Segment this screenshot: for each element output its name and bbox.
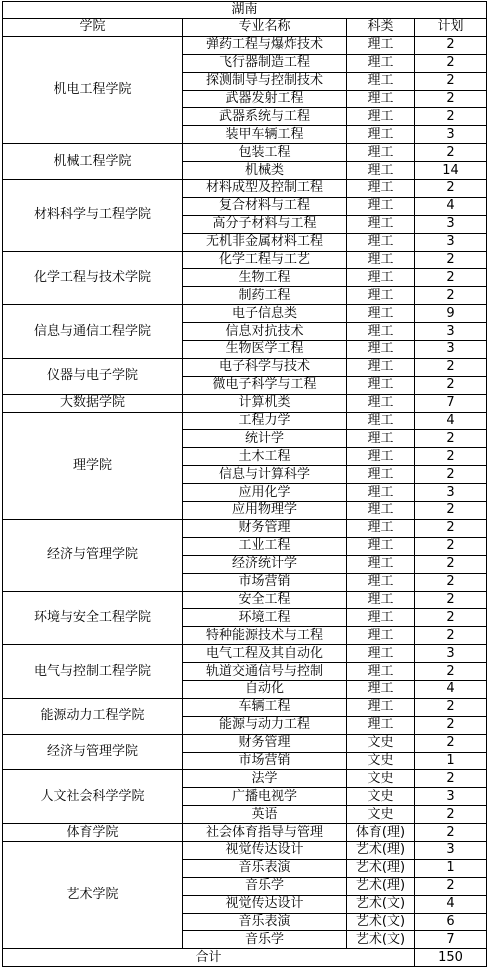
major-cell: 轨道交通信号与控制	[183, 663, 347, 681]
category-cell: 艺术(文)	[347, 913, 415, 931]
plan-cell: 2	[415, 448, 487, 466]
plan-cell: 2	[415, 609, 487, 627]
plan-cell: 2	[415, 716, 487, 734]
table-row	[3, 770, 487, 788]
table-row	[3, 519, 487, 537]
table-foot	[3, 949, 487, 967]
major-cell: 化学工程与工艺	[183, 251, 347, 269]
major-cell: 武器系统与工程	[183, 108, 347, 126]
major-cell: 工程力学	[183, 412, 347, 430]
table-row	[3, 841, 487, 859]
category-cell: 理工	[347, 269, 415, 287]
major-cell: 高分子材料与工程	[183, 215, 347, 233]
header-row	[3, 19, 487, 37]
category-cell: 理工	[347, 233, 415, 251]
plan-cell: 2	[415, 698, 487, 716]
category-cell: 理工	[347, 197, 415, 215]
plan-cell: 2	[415, 287, 487, 305]
plan-cell: 3	[415, 484, 487, 502]
category-cell: 艺术(理)	[347, 841, 415, 859]
category-cell: 理工	[347, 448, 415, 466]
college-cell: 人文社会科学学院	[3, 770, 183, 824]
major-cell: 机械类	[183, 162, 347, 180]
category-cell: 理工	[347, 287, 415, 305]
major-cell: 法学	[183, 770, 347, 788]
category-cell: 理工	[347, 341, 415, 359]
major-cell: 复合材料与工程	[183, 197, 347, 215]
major-cell: 飞行器制造工程	[183, 54, 347, 72]
major-cell: 视觉传达设计	[183, 841, 347, 859]
total-label: 合计	[3, 949, 415, 967]
major-cell: 英语	[183, 806, 347, 824]
plan-cell: 2	[415, 573, 487, 591]
header-plan: 计划	[415, 19, 487, 37]
college-cell: 信息与通信工程学院	[3, 305, 183, 359]
major-cell: 特种能源技术与工程	[183, 627, 347, 645]
category-cell: 艺术(文)	[347, 931, 415, 949]
college-cell: 大数据学院	[3, 394, 183, 412]
category-cell: 文史	[347, 734, 415, 752]
plan-cell: 4	[415, 197, 487, 215]
plan-cell: 2	[415, 180, 487, 198]
plan-cell: 3	[415, 841, 487, 859]
category-cell: 理工	[347, 412, 415, 430]
category-cell: 理工	[347, 645, 415, 663]
category-cell: 理工	[347, 54, 415, 72]
table-row	[3, 824, 487, 842]
major-cell: 市场营销	[183, 752, 347, 770]
plan-cell: 2	[415, 877, 487, 895]
category-cell: 理工	[347, 108, 415, 126]
major-cell: 车辆工程	[183, 698, 347, 716]
plan-cell: 7	[415, 931, 487, 949]
college-cell: 经济与管理学院	[3, 734, 183, 770]
college-cell: 经济与管理学院	[3, 519, 183, 591]
category-cell: 理工	[347, 394, 415, 412]
plan-cell: 2	[415, 54, 487, 72]
table-row	[3, 734, 487, 752]
major-cell: 音乐学	[183, 877, 347, 895]
category-cell: 理工	[347, 502, 415, 520]
plan-cell: 2	[415, 36, 487, 54]
category-cell: 理工	[347, 609, 415, 627]
category-cell: 理工	[347, 90, 415, 108]
table-body	[3, 36, 487, 948]
table-row	[3, 412, 487, 430]
category-cell: 理工	[347, 144, 415, 162]
plan-cell: 2	[415, 502, 487, 520]
category-cell: 理工	[347, 162, 415, 180]
category-cell: 理工	[347, 591, 415, 609]
plan-cell: 2	[415, 251, 487, 269]
major-cell: 能源与动力工程	[183, 716, 347, 734]
header-major: 专业名称	[183, 19, 347, 37]
major-cell: 财务管理	[183, 734, 347, 752]
major-cell: 武器发射工程	[183, 90, 347, 108]
plan-cell: 2	[415, 734, 487, 752]
plan-cell: 2	[415, 824, 487, 842]
category-cell: 理工	[347, 519, 415, 537]
major-cell: 统计学	[183, 430, 347, 448]
plan-cell: 3	[415, 645, 487, 663]
plan-cell: 4	[415, 895, 487, 913]
category-cell: 理工	[347, 680, 415, 698]
category-cell: 理工	[347, 698, 415, 716]
plan-cell: 2	[415, 519, 487, 537]
region-title: 湖南	[3, 2, 487, 19]
major-cell: 社会体育指导与管理	[183, 824, 347, 842]
plan-cell: 2	[415, 108, 487, 126]
category-cell: 理工	[347, 358, 415, 376]
plan-cell: 3	[415, 215, 487, 233]
plan-cell: 7	[415, 394, 487, 412]
major-cell: 土木工程	[183, 448, 347, 466]
table-head	[3, 2, 487, 37]
plan-cell: 4	[415, 412, 487, 430]
plan-cell: 2	[415, 72, 487, 90]
category-cell: 艺术(文)	[347, 895, 415, 913]
category-cell: 理工	[347, 251, 415, 269]
plan-cell: 2	[415, 144, 487, 162]
category-cell: 理工	[347, 537, 415, 555]
major-cell: 广播电视学	[183, 788, 347, 806]
major-cell: 电子信息类	[183, 305, 347, 323]
college-cell: 体育学院	[3, 824, 183, 842]
category-cell: 艺术(理)	[347, 859, 415, 877]
major-cell: 音乐学	[183, 931, 347, 949]
major-cell: 工业工程	[183, 537, 347, 555]
plan-cell: 2	[415, 358, 487, 376]
category-cell: 艺术(理)	[347, 877, 415, 895]
plan-cell: 2	[415, 555, 487, 573]
major-cell: 安全工程	[183, 591, 347, 609]
plan-table-wrapper	[2, 1, 487, 967]
major-cell: 财务管理	[183, 519, 347, 537]
category-cell: 理工	[347, 126, 415, 144]
category-cell: 理工	[347, 663, 415, 681]
college-cell: 化学工程与技术学院	[3, 251, 183, 305]
major-cell: 包装工程	[183, 144, 347, 162]
category-cell: 理工	[347, 36, 415, 54]
plan-cell: 2	[415, 376, 487, 394]
plan-cell: 3	[415, 323, 487, 341]
category-cell: 理工	[347, 484, 415, 502]
major-cell: 无机非金属材料工程	[183, 233, 347, 251]
table-row	[3, 144, 487, 162]
table-row	[3, 645, 487, 663]
plan-cell: 2	[415, 627, 487, 645]
major-cell: 视觉传达设计	[183, 895, 347, 913]
category-cell: 理工	[347, 72, 415, 90]
plan-cell: 2	[415, 806, 487, 824]
plan-cell: 6	[415, 913, 487, 931]
category-cell: 理工	[347, 305, 415, 323]
plan-cell: 2	[415, 663, 487, 681]
table-row	[3, 36, 487, 54]
plan-cell: 2	[415, 269, 487, 287]
plan-cell: 14	[415, 162, 487, 180]
plan-cell: 1	[415, 859, 487, 877]
major-cell: 音乐表演	[183, 859, 347, 877]
category-cell: 理工	[347, 716, 415, 734]
category-cell: 文史	[347, 752, 415, 770]
college-cell: 仪器与电子学院	[3, 358, 183, 394]
college-cell: 能源动力工程学院	[3, 698, 183, 734]
plan-cell: 3	[415, 788, 487, 806]
major-cell: 信息对抗技术	[183, 323, 347, 341]
category-cell: 文史	[347, 788, 415, 806]
major-cell: 材料成型及控制工程	[183, 180, 347, 198]
plan-cell: 2	[415, 537, 487, 555]
plan-cell: 1	[415, 752, 487, 770]
major-cell: 应用物理学	[183, 502, 347, 520]
category-cell: 体育(理)	[347, 824, 415, 842]
major-cell: 微电子科学与工程	[183, 376, 347, 394]
admission-plan-table	[2, 1, 487, 967]
major-cell: 制药工程	[183, 287, 347, 305]
header-college: 学院	[3, 19, 183, 37]
table-row	[3, 305, 487, 323]
category-cell: 文史	[347, 806, 415, 824]
category-cell: 理工	[347, 627, 415, 645]
plan-cell: 4	[415, 680, 487, 698]
plan-cell: 2	[415, 430, 487, 448]
category-cell: 文史	[347, 770, 415, 788]
major-cell: 计算机类	[183, 394, 347, 412]
major-cell: 经济统计学	[183, 555, 347, 573]
college-cell: 环境与安全工程学院	[3, 591, 183, 645]
table-row	[3, 591, 487, 609]
category-cell: 理工	[347, 323, 415, 341]
college-cell: 电气与控制工程学院	[3, 645, 183, 699]
plan-cell: 9	[415, 305, 487, 323]
header-category: 科类	[347, 19, 415, 37]
college-cell: 艺术学院	[3, 841, 183, 948]
plan-cell: 3	[415, 126, 487, 144]
plan-cell: 2	[415, 770, 487, 788]
category-cell: 理工	[347, 430, 415, 448]
category-cell: 理工	[347, 555, 415, 573]
plan-cell: 3	[415, 341, 487, 359]
major-cell: 生物医学工程	[183, 341, 347, 359]
total-row	[3, 949, 487, 967]
plan-cell: 2	[415, 591, 487, 609]
total-value: 150	[415, 949, 487, 967]
table-row	[3, 180, 487, 198]
table-row	[3, 698, 487, 716]
plan-cell: 3	[415, 233, 487, 251]
major-cell: 环境工程	[183, 609, 347, 627]
college-cell: 材料科学与工程学院	[3, 180, 183, 252]
plan-cell: 2	[415, 466, 487, 484]
major-cell: 装甲车辆工程	[183, 126, 347, 144]
major-cell: 电气工程及其自动化	[183, 645, 347, 663]
major-cell: 自动化	[183, 680, 347, 698]
major-cell: 弹药工程与爆炸技术	[183, 36, 347, 54]
category-cell: 理工	[347, 215, 415, 233]
table-row	[3, 358, 487, 376]
major-cell: 音乐表演	[183, 913, 347, 931]
category-cell: 理工	[347, 376, 415, 394]
plan-cell: 2	[415, 90, 487, 108]
major-cell: 应用化学	[183, 484, 347, 502]
category-cell: 理工	[347, 180, 415, 198]
major-cell: 生物工程	[183, 269, 347, 287]
major-cell: 市场营销	[183, 573, 347, 591]
major-cell: 信息与计算科学	[183, 466, 347, 484]
category-cell: 理工	[347, 466, 415, 484]
category-cell: 理工	[347, 573, 415, 591]
college-cell: 理学院	[3, 412, 183, 519]
table-row	[3, 394, 487, 412]
region-row	[3, 2, 487, 19]
table-row	[3, 251, 487, 269]
major-cell: 电子科学与技术	[183, 358, 347, 376]
college-cell: 机电工程学院	[3, 36, 183, 143]
major-cell: 探测制导与控制技术	[183, 72, 347, 90]
college-cell: 机械工程学院	[3, 144, 183, 180]
